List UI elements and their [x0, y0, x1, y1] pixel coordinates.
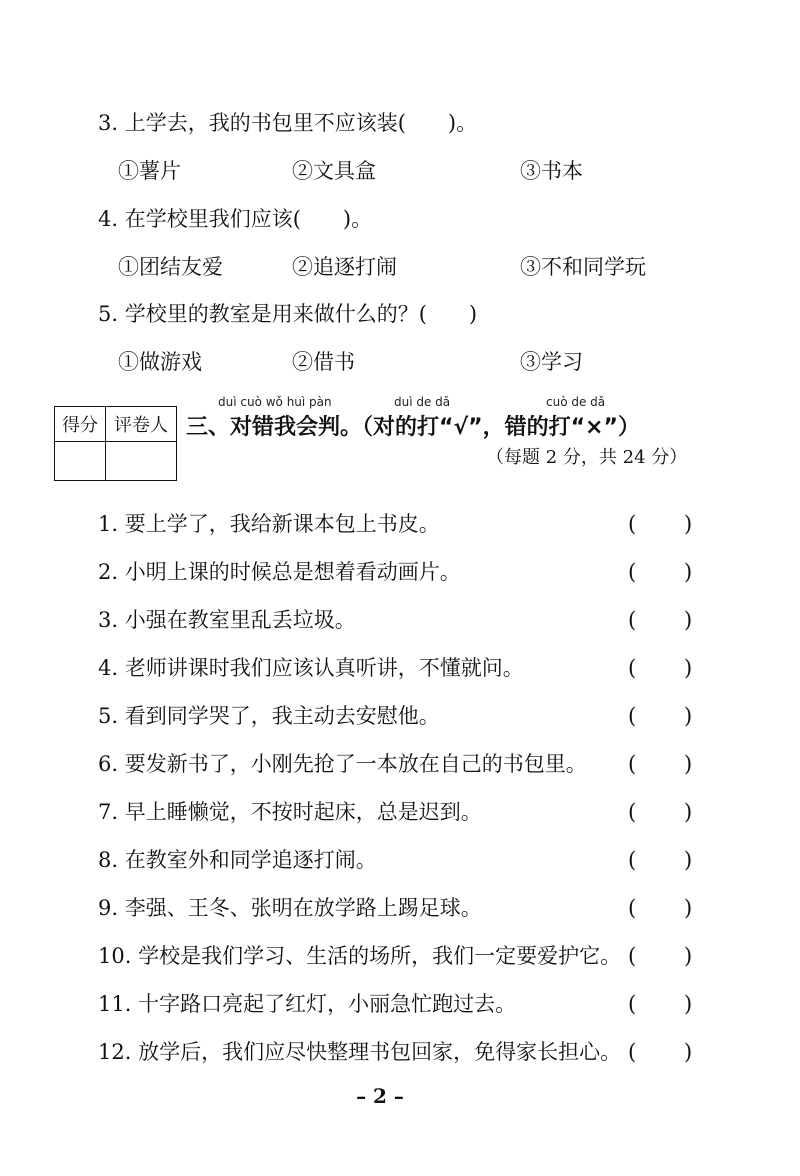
answer-paren-close: )	[684, 512, 693, 536]
question-5-option-1: ①做游戏	[118, 350, 202, 374]
question-3-option-3: ③书本	[520, 159, 583, 183]
score-cell[interactable]	[55, 442, 106, 481]
question-3-stem: 3. 上学去，我的书包里不应该装( )。	[98, 111, 478, 135]
judge-item-12: 12. 放学后，我们应尽快整理书包回家，免得家长担心。	[98, 1040, 622, 1064]
pinyin-correct: duì de dǎ	[394, 395, 451, 409]
judge-item-10: 10. 学校是我们学习、生活的场所，我们一定要爱护它。	[98, 944, 622, 968]
answer-paren-open: (	[628, 752, 637, 776]
question-4-option-3: ③不和同学玩	[520, 255, 646, 279]
answer-paren-open: (	[628, 992, 637, 1016]
judge-item-3: 3. 小强在教室里乱丢垃圾。	[98, 608, 356, 632]
answer-paren-open: (	[628, 1040, 637, 1064]
answer-paren-open: (	[628, 800, 637, 824]
pinyin-title: duì cuò wǒ huì pàn	[218, 395, 332, 409]
grader-label: 评卷人	[106, 407, 177, 442]
score-note: （每题 2 分，共 24 分）	[486, 447, 688, 468]
judge-item-11: 11. 十字路口亮起了红灯，小丽急忙跑过去。	[98, 992, 517, 1016]
answer-paren-open: (	[628, 608, 637, 632]
answer-paren-close: )	[684, 752, 693, 776]
judge-item-5: 5. 看到同学哭了，我主动去安慰他。	[98, 704, 440, 728]
answer-paren-open: (	[628, 656, 637, 680]
grader-cell[interactable]	[106, 442, 177, 481]
judge-item-4: 4. 老师讲课时我们应该认真听讲，不懂就问。	[98, 656, 524, 680]
pinyin-wrong: cuò de dǎ	[546, 395, 606, 409]
score-box	[54, 406, 177, 481]
judge-item-7: 7. 早上睡懒觉，不按时起床，总是迟到。	[98, 800, 482, 824]
question-3-option-2: ②文具盒	[292, 159, 376, 183]
answer-paren-open: (	[628, 560, 637, 584]
answer-paren-close: )	[684, 800, 693, 824]
answer-paren-close: )	[684, 992, 693, 1016]
page-number: – 2 –	[356, 1084, 404, 1108]
judge-item-9: 9. 李强、王冬、张明在放学路上踢足球。	[98, 896, 482, 920]
answer-paren-close: )	[684, 848, 693, 872]
answer-paren-close: )	[684, 656, 693, 680]
judge-item-1: 1. 要上学了，我给新课本包上书皮。	[98, 512, 440, 536]
answer-paren-open: (	[628, 704, 637, 728]
answer-paren-close: )	[684, 704, 693, 728]
answer-paren-open: (	[628, 848, 637, 872]
question-3-option-1: ①薯片	[118, 159, 181, 183]
answer-paren-open: (	[628, 512, 637, 536]
judge-item-8: 8. 在教室外和同学追逐打闹。	[98, 848, 377, 872]
answer-paren-open: (	[628, 896, 637, 920]
answer-paren-close: )	[684, 944, 693, 968]
question-4-option-1: ①团结友爱	[118, 255, 223, 279]
question-5-stem: 5. 学校里的教室是用来做什么的？( )	[98, 302, 478, 326]
section-title: 三、对错我会判。（对的打“√”，错的打“×”）	[186, 415, 640, 440]
question-4-stem: 4. 在学校里我们应该( )。	[98, 207, 373, 231]
score-label: 得分	[55, 407, 106, 442]
question-5-option-2: ②借书	[292, 350, 355, 374]
answer-paren-close: )	[684, 560, 693, 584]
answer-paren-close: )	[684, 608, 693, 632]
answer-paren-open: (	[628, 944, 637, 968]
answer-paren-close: )	[684, 896, 693, 920]
question-5-option-3: ③学习	[520, 350, 583, 374]
judge-item-6: 6. 要发新书了，小刚先抢了一本放在自己的书包里。	[98, 752, 587, 776]
answer-paren-close: )	[684, 1040, 693, 1064]
question-4-option-2: ②追逐打闹	[292, 255, 397, 279]
judge-item-2: 2. 小明上课的时候总是想着看动画片。	[98, 560, 461, 584]
